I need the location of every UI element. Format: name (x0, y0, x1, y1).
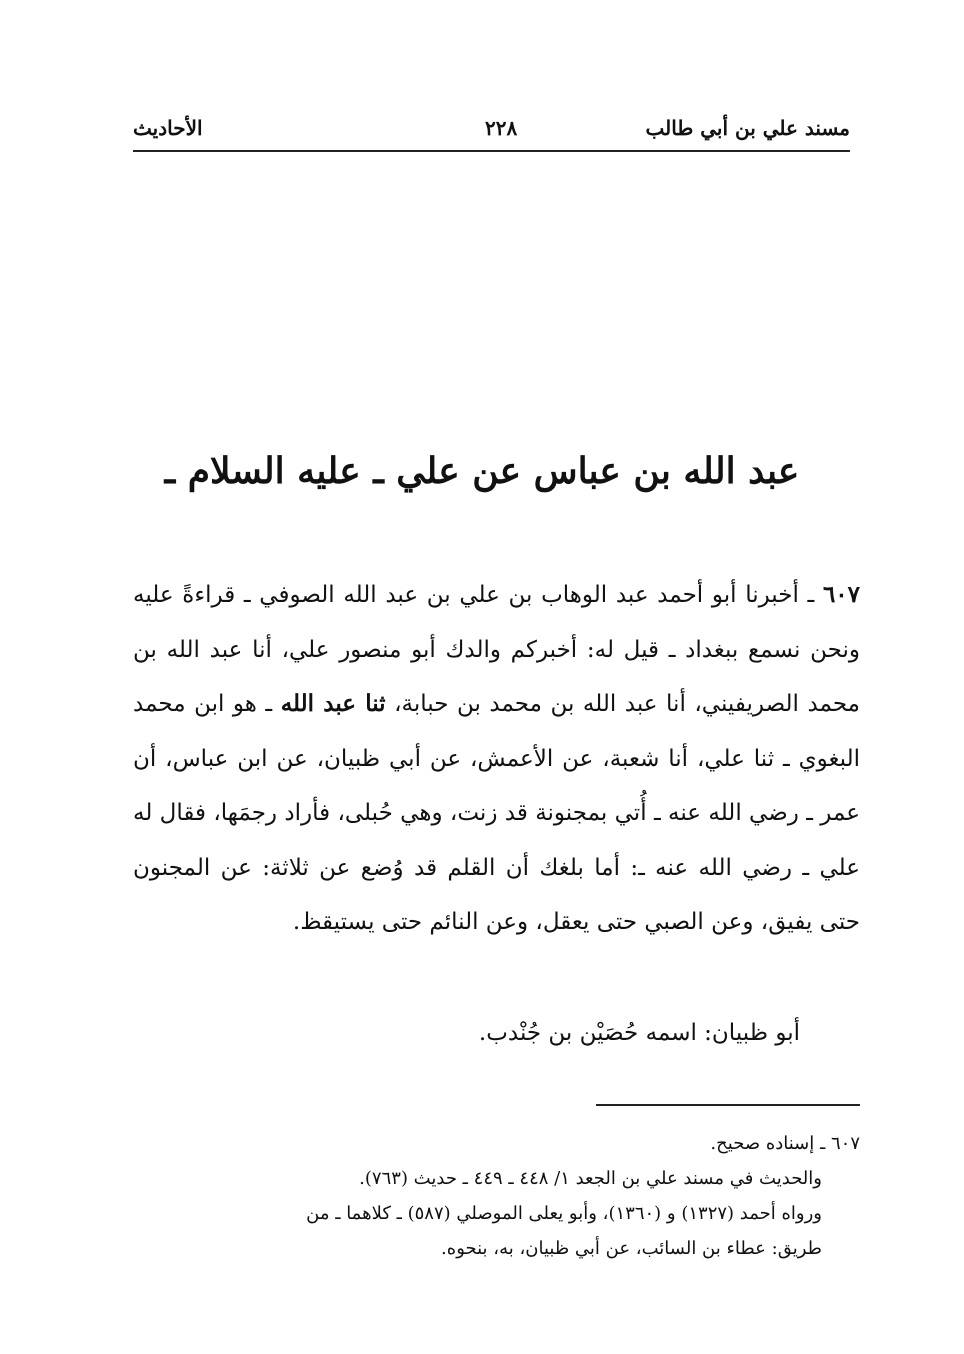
hadith-emphasis: ثنا عبد الله (280, 690, 386, 717)
hadith-number: ٦٠٧ (822, 581, 860, 608)
hadith-paragraph (133, 568, 860, 950)
hadith-text-part2: ـ هو ابن محمد البغوي ـ ثنا علي، أنا شعبة، عن الأعمش، عن أبي ظبيان، عن ابن عباس، أن عمر ـ رضي الله عنه ـ أُتي بمجنونة قد زنت، وهي حُبلى، فأراد رجمَها، فقال له علي ـ رضي الله عنه ـ: أما بلغك أن القلم قد وُضع عن ثلاثة: عن المجنون حتى يفيق، وعن الصبي حتى يعقل، وعن النائم حتى يستيقظ. (133, 691, 860, 935)
chapter-title: عبد الله بن عباس عن علي ـ عليه السلام ـ (164, 450, 800, 492)
footnote-grade: ـ إسناده صحيح. (710, 1133, 831, 1154)
footnote-number: ٦٠٧ (830, 1133, 860, 1154)
footnote-line: طريق: عطاء بن السائب، عن أبي ظبيان، به، بنحوه. (441, 1238, 822, 1259)
footnote-line: ورواه أحمد (١٣٢٧) و (١٣٦٠)، وأبو يعلى الموصلي (٥٨٧) ـ كلاهما ـ من (306, 1203, 822, 1224)
running-header (133, 112, 850, 152)
section-name: الأحاديث (133, 116, 203, 140)
footnote-heading (133, 1126, 860, 1161)
header-rule (133, 150, 850, 152)
narrator-note: أبو ظبيان: اسمه حُصَيْن بن جُنْدب. (478, 1020, 800, 1046)
footnote-rule (596, 1104, 860, 1106)
footnotes (133, 1126, 860, 1266)
page-number: ٢٢٨ (485, 116, 518, 140)
book-title: مسند علي بن أبي طالب (645, 116, 850, 140)
footnote-line: والحديث في مسند علي بن الجعد ١/ ٤٤٨ ـ ٤٤٩ ـ حديث (٧٦٣). (359, 1168, 822, 1189)
hadith-text-part1: ـ أخبرنا أبو أحمد عبد الوهاب بن علي بن عبد الله الصوفي ـ قراءةً عليه ونحن نسمع ببغداد ـ قيل له: أخبركم والدك أبو منصور علي، أنا عبد الله بن محمد الصريفيني، أنا عبد الله بن محمد بن حبابة، (133, 582, 860, 717)
footnote-body (133, 1161, 822, 1266)
